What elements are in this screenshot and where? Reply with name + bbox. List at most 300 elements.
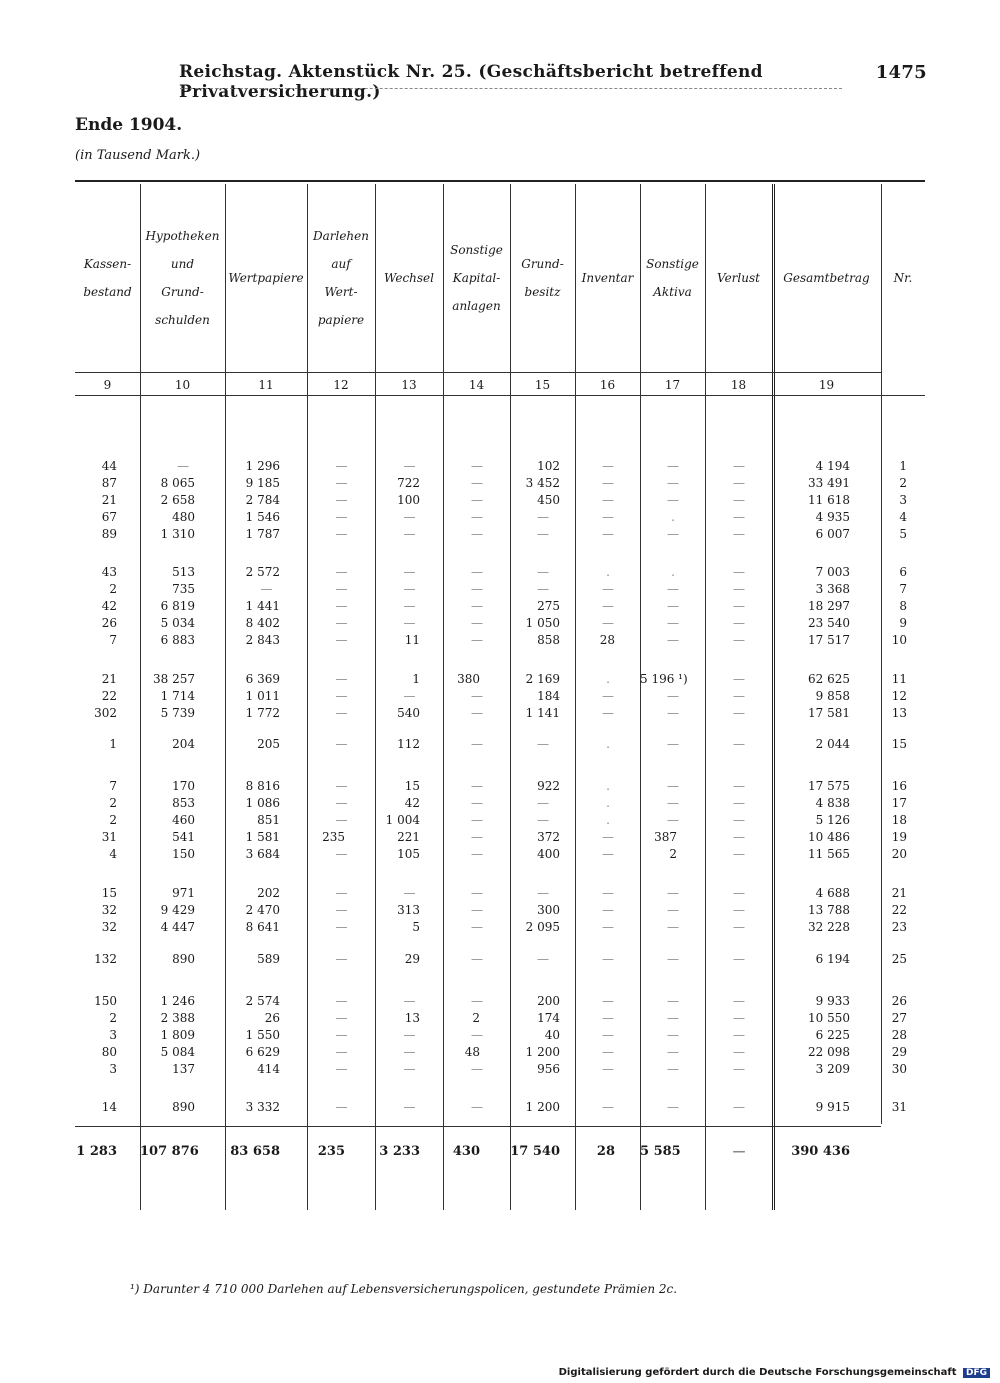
column-header: Kassen- bestand <box>83 257 132 299</box>
table-cell: 7 <box>109 633 117 647</box>
table-cell: — <box>471 493 482 507</box>
table-cell: — <box>335 994 347 1008</box>
table-cell: — <box>403 1062 415 1076</box>
credit-text: Digitalisierung gefördert durch die Deutsche Forschungsgemeinschaft <box>558 1367 957 1378</box>
table-cell: 372 <box>537 830 560 844</box>
table-cell: — <box>471 459 482 473</box>
table-cell: — <box>667 779 678 793</box>
table-cell: — <box>537 527 548 541</box>
table-cell: 3 <box>109 1062 117 1076</box>
table-cell: 38 257 <box>153 672 195 686</box>
table-cell: 28 <box>599 633 615 647</box>
table-cell: — <box>471 582 482 596</box>
dfg-logo: DFG <box>963 1368 990 1378</box>
row-number: 17 <box>891 796 907 810</box>
table-cell: — <box>602 903 613 917</box>
row-number: 30 <box>891 1062 907 1076</box>
table-cell: — <box>733 706 744 720</box>
table-cell: 67 <box>101 510 117 524</box>
table-cell: 11 618 <box>808 493 850 507</box>
running-title: Reichstag. Aktenstück Nr. 25. (Geschäftsbericht betreffend Privatversicherung.) <box>179 62 763 102</box>
table-cell: 2 169 <box>525 672 560 686</box>
table-cell: 9 915 <box>815 1100 850 1114</box>
table-cell: 9 933 <box>815 994 850 1008</box>
row-number: 23 <box>891 920 907 934</box>
table-cell: — <box>667 599 678 613</box>
row-number: 28 <box>891 1028 907 1042</box>
table-cell: — <box>471 886 482 900</box>
table-cell: — <box>471 565 482 579</box>
table-cell: 460 <box>172 813 195 827</box>
table-cell: — <box>403 527 415 541</box>
table-cell: — <box>667 459 678 473</box>
table-cell: — <box>667 952 678 966</box>
table-cell: — <box>335 633 347 647</box>
row-number: 12 <box>891 689 907 703</box>
table-cell: 540 <box>397 706 420 720</box>
table-cell: — <box>667 994 678 1008</box>
table-cell: 2 <box>109 1011 117 1025</box>
table-cell: — <box>403 459 415 473</box>
table-cell: 541 <box>172 830 195 844</box>
table-cell: 1 310 <box>160 527 195 541</box>
table-cell: 300 <box>537 903 560 917</box>
table-cell: 29 <box>404 952 420 966</box>
table-cell: 17 581 <box>808 706 850 720</box>
table-cell: 4 935 <box>815 510 850 524</box>
table-cell: 8 641 <box>245 920 280 934</box>
table-cell: — <box>667 796 678 810</box>
table-cell: — <box>471 1028 482 1042</box>
table-cell: 200 <box>537 994 560 1008</box>
table-cell: 1 581 <box>245 830 280 844</box>
table-cell: — <box>471 1100 482 1114</box>
table-cell: — <box>471 994 482 1008</box>
table-cell: — <box>667 689 678 703</box>
table-cell: 202 <box>257 886 280 900</box>
table-cell: 4 838 <box>815 796 850 810</box>
table-cell: . <box>606 737 609 751</box>
table-cell: 1 050 <box>525 616 560 630</box>
table-cell: 32 228 <box>808 920 850 934</box>
table-cell: — <box>403 565 415 579</box>
table-cell: — <box>471 830 482 844</box>
table-cell: 235 <box>317 1144 345 1159</box>
table-cell: — <box>471 476 482 490</box>
table-cell: — <box>471 796 482 810</box>
table-cell: 40 <box>544 1028 560 1042</box>
table-cell: — <box>667 1062 678 1076</box>
table-cell: 80 <box>101 1045 117 1059</box>
column-header: Inventar <box>581 271 634 285</box>
table-cell: — <box>667 493 678 507</box>
table-cell: 2 784 <box>245 493 280 507</box>
table-cell: — <box>403 689 415 703</box>
table-cell: — <box>733 459 744 473</box>
table-cell: — <box>602 952 613 966</box>
table-cell: 387 <box>654 830 677 844</box>
table-cell: — <box>471 847 482 861</box>
table-cell: — <box>733 672 744 686</box>
table-cell: — <box>733 737 744 751</box>
table-cell: — <box>667 582 678 596</box>
table-cell: 6 883 <box>160 633 195 647</box>
table-cell: 137 <box>172 1062 195 1076</box>
column-number: 19 <box>818 378 835 392</box>
table-cell: — <box>335 796 347 810</box>
table-cell: 4 194 <box>815 459 850 473</box>
table-cell: — <box>667 1045 678 1059</box>
table-cell: — <box>471 920 482 934</box>
table-cell: — <box>733 510 744 524</box>
row-number: 10 <box>891 633 907 647</box>
table-cell: — <box>602 527 613 541</box>
table-cell: 735 <box>172 582 195 596</box>
table-cell: 853 <box>172 796 195 810</box>
table-cell: . <box>606 796 609 810</box>
table-cell: — <box>667 706 678 720</box>
row-rule <box>75 372 881 373</box>
table-cell: — <box>177 459 188 473</box>
table-cell: — <box>335 672 347 686</box>
table-cell: 380 <box>457 672 480 686</box>
table-cell: 42 <box>101 599 117 613</box>
table-cell: — <box>335 565 347 579</box>
table-cell: — <box>335 903 347 917</box>
column-header: Verlust <box>717 271 760 285</box>
table-cell: 107 876 <box>140 1144 199 1159</box>
row-number: 8 <box>899 599 907 613</box>
table-cell: — <box>667 886 678 900</box>
table-cell: — <box>537 737 548 751</box>
table-cell: 8 816 <box>245 779 280 793</box>
table-cell: — <box>471 633 482 647</box>
column-number: 16 <box>599 378 616 392</box>
column-number: 13 <box>401 378 417 392</box>
table-cell: 922 <box>537 779 560 793</box>
row-number: 21 <box>891 886 907 900</box>
table-cell: — <box>335 582 347 596</box>
table-cell: 1 787 <box>245 527 280 541</box>
table-cell: — <box>471 1062 482 1076</box>
section-title: Ende 1904. <box>75 115 183 135</box>
table-cell: 184 <box>537 689 560 703</box>
table-cell: 8 402 <box>245 616 280 630</box>
table-cell: 18 297 <box>808 599 850 613</box>
table-cell: — <box>733 903 744 917</box>
table-cell: 17 575 <box>808 779 850 793</box>
table-cell: 14 <box>101 1100 117 1114</box>
table-cell: 205 <box>257 737 280 751</box>
table-cell: — <box>335 813 347 827</box>
table-cell: — <box>335 689 347 703</box>
table-cell: 7 003 <box>815 565 850 579</box>
table-cell: 2 470 <box>245 903 280 917</box>
table-cell: — <box>537 813 548 827</box>
table-cell: — <box>733 1011 744 1025</box>
table-cell: 100 <box>397 493 420 507</box>
table-cell: 1 <box>412 672 420 686</box>
unit-note: (in Tausend Mark.) <box>75 148 201 163</box>
table-cell: — <box>537 886 548 900</box>
table-cell: — <box>471 527 482 541</box>
table-cell: — <box>733 633 744 647</box>
row-number: 22 <box>891 903 907 917</box>
row-number: 7 <box>899 582 907 596</box>
table-cell: — <box>537 952 548 966</box>
table-cell: 6 007 <box>815 527 850 541</box>
table-cell: — <box>733 493 744 507</box>
table-cell: 1 246 <box>160 994 195 1008</box>
table-cell: 10 486 <box>808 830 850 844</box>
table-cell: 1 200 <box>525 1045 560 1059</box>
table-cell: — <box>537 565 548 579</box>
header-rule <box>180 88 842 89</box>
table-cell: 32 <box>101 903 117 917</box>
table-cell: 2 095 <box>525 920 560 934</box>
table-cell: 13 <box>404 1011 420 1025</box>
row-number: 15 <box>891 737 907 751</box>
table-cell: — <box>602 493 613 507</box>
table-cell: 62 625 <box>808 672 850 686</box>
column-header: Hypotheken und Grund- schulden <box>145 229 220 327</box>
table-cell: — <box>667 903 678 917</box>
table-cell: — <box>733 1028 744 1042</box>
table-cell: — <box>471 510 482 524</box>
table-cell: 313 <box>397 903 420 917</box>
table-cell: — <box>335 779 347 793</box>
table-top-rule <box>75 180 925 182</box>
table-cell: — <box>537 510 548 524</box>
table-cell: — <box>335 476 347 490</box>
table-cell: — <box>537 796 548 810</box>
table-cell: 4 447 <box>160 920 195 934</box>
table-cell: 26 <box>101 616 117 630</box>
column-number: 9 <box>103 378 112 392</box>
table-cell: 3 368 <box>815 582 850 596</box>
table-cell: — <box>733 952 744 966</box>
table-cell: — <box>335 952 347 966</box>
table-cell: — <box>403 886 415 900</box>
table-cell: — <box>471 689 482 703</box>
table-cell: 2 574 <box>245 994 280 1008</box>
column-number: 12 <box>333 378 349 392</box>
table-cell: — <box>602 994 613 1008</box>
table-cell: — <box>471 952 482 966</box>
table-cell: 2 <box>109 582 117 596</box>
table-cell: — <box>335 599 347 613</box>
table-cell: . <box>606 565 609 579</box>
table-cell: — <box>733 582 744 596</box>
table-cell: — <box>733 920 744 934</box>
table-cell: 11 <box>404 633 420 647</box>
table-cell: 5 739 <box>160 706 195 720</box>
row-number: 20 <box>891 847 907 861</box>
page-number: 1475 <box>875 62 927 83</box>
table-cell: 1 714 <box>160 689 195 703</box>
table-cell: — <box>733 689 744 703</box>
table-cell: — <box>335 1045 347 1059</box>
table-cell: — <box>602 847 613 861</box>
table-cell: 5 126 <box>815 813 850 827</box>
table-cell: 4 688 <box>815 886 850 900</box>
table-cell: 21 <box>101 493 117 507</box>
table-cell: — <box>602 830 613 844</box>
table-cell: 3 332 <box>245 1100 280 1114</box>
table-cell: . <box>606 672 609 686</box>
table-cell: 28 <box>596 1144 615 1159</box>
table-cell: — <box>403 599 415 613</box>
table-cell: 105 <box>397 847 420 861</box>
table-cell: — <box>471 706 482 720</box>
table-cell: 132 <box>94 952 117 966</box>
table-cell: 5 585 <box>640 1144 681 1159</box>
table-cell: 23 540 <box>808 616 850 630</box>
table-cell: — <box>471 616 482 630</box>
table-cell: 2 <box>669 847 677 861</box>
table-cell: 2 044 <box>815 737 850 751</box>
table-cell: — <box>667 1100 678 1114</box>
table-cell: — <box>403 616 415 630</box>
row-number: 26 <box>891 994 907 1008</box>
table-cell: — <box>335 706 347 720</box>
table-cell: 3 452 <box>525 476 560 490</box>
table-cell: 13 788 <box>808 903 850 917</box>
table-cell: 3 684 <box>245 847 280 861</box>
column-header: Sonstige Kapital- anlagen <box>450 243 503 313</box>
column-header: Gesamtbetrag <box>783 271 870 285</box>
table-cell: 2 <box>109 813 117 827</box>
table-cell: 26 <box>264 1011 280 1025</box>
table-cell: 3 <box>109 1028 117 1042</box>
table-cell: — <box>733 830 744 844</box>
row-number: 16 <box>891 779 907 793</box>
table-cell: — <box>667 920 678 934</box>
column-number: 11 <box>258 378 274 392</box>
table-cell: 2 <box>109 796 117 810</box>
table-cell: 858 <box>537 633 560 647</box>
table-cell: — <box>335 886 347 900</box>
table-cell: — <box>733 847 744 861</box>
table-cell: — <box>733 616 744 630</box>
table-cell: 6 629 <box>245 1045 280 1059</box>
table-cell: — <box>335 510 347 524</box>
table-cell: 83 658 <box>230 1144 280 1159</box>
table-cell: 1 011 <box>245 689 280 703</box>
table-cell: 235 <box>322 830 345 844</box>
table-cell: — <box>602 510 613 524</box>
table-cell: — <box>733 813 744 827</box>
table-cell: . <box>606 813 609 827</box>
table-cell: — <box>733 565 744 579</box>
table-cell: 3 209 <box>815 1062 850 1076</box>
table-cell: — <box>602 1028 613 1042</box>
table-cell: — <box>602 616 613 630</box>
table-cell: — <box>602 476 613 490</box>
table-cell: 33 491 <box>808 476 850 490</box>
table-cell: — <box>335 1011 347 1025</box>
digitization-credit <box>559 1367 990 1378</box>
table-cell: 1 546 <box>245 510 280 524</box>
table-cell: 9 858 <box>815 689 850 703</box>
table-cell: 890 <box>172 952 195 966</box>
table-cell: 1 296 <box>245 459 280 473</box>
table-cell: 890 <box>172 1100 195 1114</box>
table-cell: — <box>733 527 744 541</box>
table-cell: 2 843 <box>245 633 280 647</box>
table-cell: 9 185 <box>245 476 280 490</box>
table-cell: — <box>403 1028 415 1042</box>
table-cell: — <box>667 737 678 751</box>
row-number: 9 <box>899 616 907 630</box>
table-cell: 2 <box>472 1011 480 1025</box>
table-cell: 430 <box>452 1144 480 1159</box>
table-cell: — <box>403 510 415 524</box>
table-cell: — <box>403 1100 415 1114</box>
table-cell: 5 084 <box>160 1045 195 1059</box>
table-cell: 1 004 <box>385 813 420 827</box>
table-cell: — <box>602 1011 613 1025</box>
table-cell: 31 <box>101 830 117 844</box>
table-cell: 1 141 <box>525 706 560 720</box>
table-cell: 204 <box>172 737 195 751</box>
row-number: 18 <box>891 813 907 827</box>
table-cell: 275 <box>537 599 560 613</box>
table-cell: 15 <box>101 886 117 900</box>
table-cell: — <box>335 493 347 507</box>
column-number: 18 <box>730 378 747 392</box>
table-cell: — <box>732 1144 745 1159</box>
table-cell: 480 <box>172 510 195 524</box>
table-cell: 971 <box>172 886 195 900</box>
table-cell: 2 388 <box>160 1011 195 1025</box>
table-cell: 956 <box>537 1062 560 1076</box>
column-number: 14 <box>468 378 485 392</box>
balance-table <box>75 180 925 1210</box>
table-cell: — <box>602 706 613 720</box>
column-number: 10 <box>174 378 191 392</box>
table-cell: — <box>602 1100 613 1114</box>
table-cell: 9 429 <box>160 903 195 917</box>
table-cell: 32 <box>101 920 117 934</box>
table-cell: — <box>667 633 678 647</box>
table-cell: 4 <box>109 847 117 861</box>
row-rule <box>75 395 925 396</box>
table-cell: — <box>602 582 613 596</box>
table-cell: 1 200 <box>525 1100 560 1114</box>
column-number: 17 <box>664 378 681 392</box>
table-cell: 2 572 <box>245 565 280 579</box>
table-cell: — <box>335 1062 347 1076</box>
table-cell: — <box>602 886 613 900</box>
row-rule <box>75 1126 881 1127</box>
table-cell: — <box>335 1100 347 1114</box>
row-number: 2 <box>899 476 907 490</box>
row-number: 6 <box>899 565 907 579</box>
column-header: Darlehen auf Wert- papiere <box>312 229 369 327</box>
table-cell: — <box>667 616 678 630</box>
table-cell: — <box>403 1045 415 1059</box>
table-cell: — <box>403 994 415 1008</box>
table-cell: — <box>602 689 613 703</box>
row-number: 27 <box>891 1011 907 1025</box>
table-cell: — <box>471 737 482 751</box>
table-cell: 87 <box>101 476 117 490</box>
table-cell: 1 <box>109 737 117 751</box>
table-cell: — <box>733 1045 744 1059</box>
table-cell: 1 283 <box>76 1144 117 1159</box>
table-cell: 5 034 <box>160 616 195 630</box>
